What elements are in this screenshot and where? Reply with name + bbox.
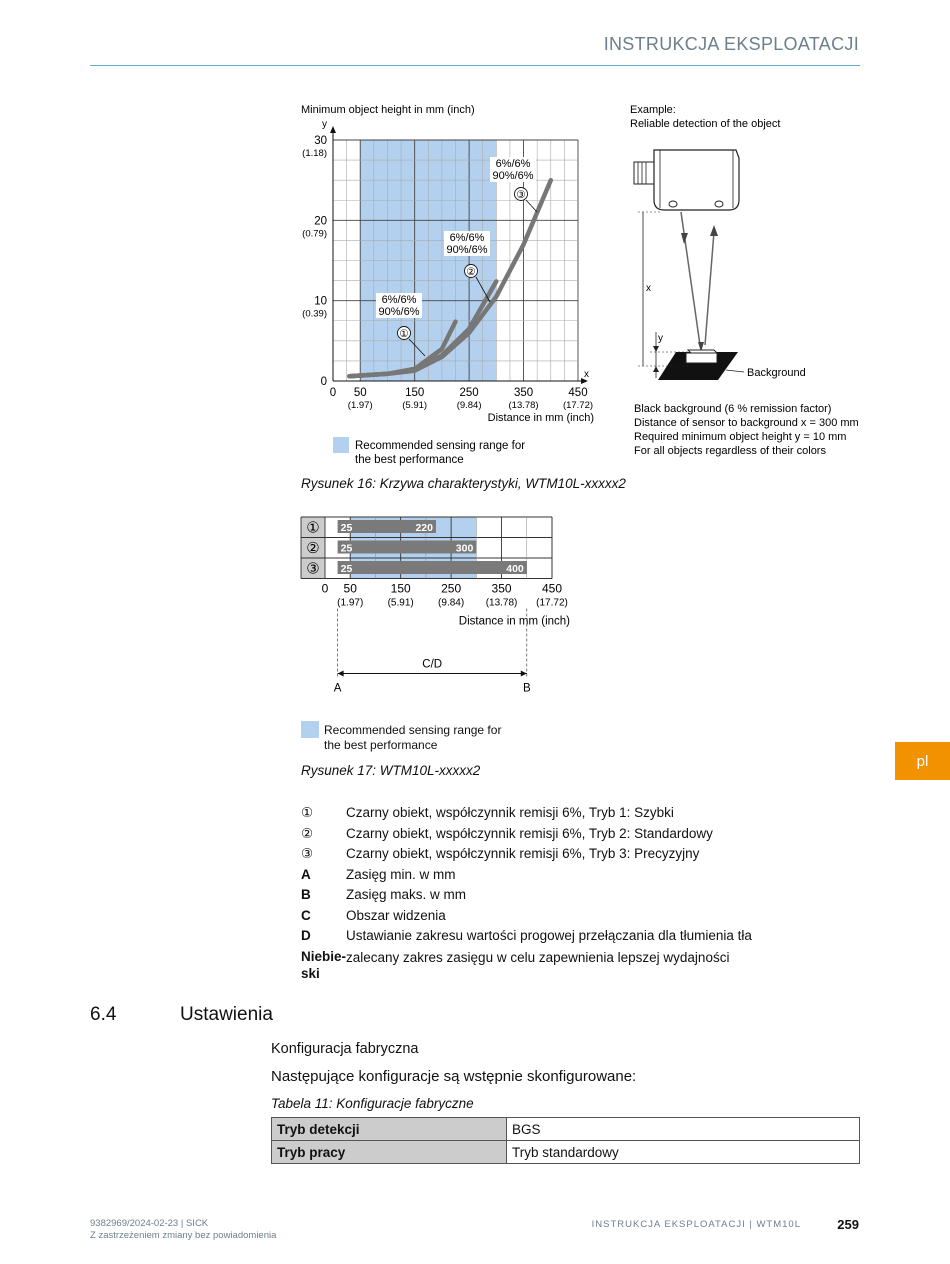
f17-bar-start: 25 — [340, 542, 353, 555]
y-tick-inch-label: (0.39) — [302, 308, 327, 320]
f17-x-tick-inch: (9.84) — [438, 597, 465, 609]
x-tick-label: 150 — [405, 387, 425, 399]
y-axis-arrow — [330, 126, 336, 133]
background-label: Background — [747, 367, 806, 379]
f17-arrowhead-left — [338, 671, 344, 677]
section-number: 6.4 — [90, 1004, 117, 1025]
example-x-label: x — [646, 283, 651, 294]
x-tick-label: 450 — [568, 387, 588, 399]
x-tick-label: 350 — [513, 387, 534, 399]
y-tick-label: 30 — [314, 135, 327, 147]
footer-disclaimer: Z zastrzeżeniem zmiany bez powiadomienia — [90, 1230, 277, 1241]
y-axis-letter: y — [322, 119, 327, 130]
f17-row-marker: ② — [306, 540, 320, 557]
curve-label-line1: 6%/6% — [381, 294, 417, 306]
list-key: C — [301, 907, 311, 923]
f17-x-tick-inch: (17.72) — [536, 597, 568, 609]
f17-bar-end: 400 — [506, 563, 524, 575]
table-caption: Tabela 11: Konfiguracje fabryczne — [271, 1096, 474, 1111]
sensor-illustration — [634, 150, 744, 380]
figure16-caption: Rysunek 16: Krzywa charakterystyki, WTM10L-xxxxx2 — [301, 476, 626, 491]
list-text: Obszar widzenia — [346, 907, 446, 923]
intro-text: Następujące konfiguracje są wstępnie skonfigurowane: — [271, 1068, 637, 1085]
f17-x-tick-label: 50 — [343, 581, 357, 596]
example-subtitle: Reliable detection of the object — [630, 118, 781, 130]
language-tab[interactable]: pl — [895, 742, 950, 780]
example-note-1: Black background (6 % remission factor) — [634, 403, 832, 415]
table-row — [272, 1118, 860, 1141]
figure17-legend-swatch — [301, 721, 319, 738]
y-tick-label: 20 — [314, 215, 327, 228]
f17-point-a: A — [333, 682, 342, 695]
x-tick-label: 50 — [353, 387, 367, 399]
f17-x-tick-inch: (13.78) — [485, 597, 518, 609]
page-number: 259 — [837, 1217, 859, 1232]
example-note-3: Required minimum object height y = 10 mm — [634, 431, 847, 443]
f17-x-tick-label: 150 — [390, 581, 411, 596]
legend-line1: Recommended sensing range for — [355, 440, 526, 452]
list-text: Czarny obiekt, współczynnik remisji 6%, Tryb 3: Precyzyjny — [346, 846, 700, 861]
list-item — [301, 844, 821, 865]
list-item — [301, 906, 821, 927]
example-title: Example: — [630, 104, 676, 116]
key-list — [301, 803, 821, 982]
example-y-label: y — [658, 333, 663, 344]
x-axis-letter: x — [584, 369, 589, 380]
list-item — [301, 948, 821, 982]
y-tick-label: 10 — [314, 295, 327, 308]
f17-arrowhead-right — [521, 671, 527, 677]
factory-config-table — [271, 1117, 860, 1164]
curve-marker-text: ③ — [516, 189, 526, 201]
x-axis-title: Distance in mm (inch) — [487, 412, 594, 424]
f17-x-tick-label: 350 — [491, 581, 512, 596]
legend-swatch — [333, 437, 349, 453]
f17-row-marker: ① — [306, 519, 320, 537]
legend-line2: the best performance — [355, 454, 464, 466]
y-tick-label: 0 — [320, 376, 327, 388]
list-text: zalecany zakres zasięgu w celu zapewnienia lepszej wydajności — [346, 949, 730, 965]
f17-x-tick-label: 0 — [321, 581, 329, 596]
list-item — [301, 824, 821, 845]
f17-dim-label: C/D — [422, 658, 443, 671]
f17-x-tick-inch: (1.97) — [337, 597, 364, 609]
f17-bar-start: 25 — [340, 522, 353, 534]
figure17-legend-text — [324, 723, 501, 753]
table-key: Tryb pracy — [272, 1141, 507, 1164]
f17-bar-end: 300 — [455, 542, 474, 555]
example-note-4: For all objects regardless of their colors — [634, 445, 826, 457]
list-key: D — [301, 928, 311, 943]
list-text: Zasięg min. w mm — [346, 866, 456, 882]
x-tick-inch-label: (1.97) — [347, 400, 373, 411]
f17-x-tick-label: 450 — [541, 581, 563, 596]
curve-label-leader — [526, 200, 537, 212]
figure17-legend-line1: Recommended sensing range for — [324, 723, 502, 737]
f17-bar-end: 220 — [415, 522, 433, 534]
list-item — [301, 803, 821, 824]
curve-marker-text: ② — [466, 266, 476, 278]
example-note-2: Distance of sensor to background x = 300 mm — [634, 417, 859, 429]
y-axis-title: Minimum object height in mm (inch) — [301, 104, 475, 116]
y-tick-inch-label: (1.18) — [302, 148, 327, 159]
footer-doc-title: INSTRUKCJA EKSPLOATACJI | WTM10L — [591, 1219, 801, 1230]
f17-range-bar — [338, 561, 527, 574]
list-key: ① — [301, 805, 314, 820]
list-text: Ustawianie zakresu wartości progowej przełączania dla tłumienia tła — [346, 928, 752, 943]
curve-label-line2: 90%/6% — [378, 306, 420, 318]
list-text: Czarny obiekt, współczynnik remisji 6%, Tryb 1: Szybki — [346, 805, 674, 820]
f17-x-tick-inch: (5.91) — [387, 597, 414, 609]
table-value: BGS — [507, 1118, 860, 1141]
footer-left — [90, 1218, 276, 1242]
list-item — [301, 885, 821, 906]
table-row — [272, 1141, 860, 1164]
f17-point-b: B — [522, 682, 531, 695]
table-key: Tryb detekcji — [272, 1118, 507, 1141]
curve-label-line1: 6%/6% — [495, 158, 531, 170]
curve-label-line1: 6%/6% — [449, 232, 485, 244]
x-tick-label: 250 — [459, 387, 479, 399]
footer-doc-id: 9382969/2024-02-23 | SICK — [90, 1218, 209, 1229]
f17-x-tick-label: 250 — [441, 581, 462, 596]
list-text: Czarny obiekt, współczynnik remisji 6%, Tryb 2: Standardowy — [346, 825, 713, 841]
figure17-chart — [301, 517, 570, 695]
figure17-caption: Rysunek 17: WTM10L-xxxxx2 — [301, 763, 481, 778]
list-key: Niebie-ski — [301, 948, 347, 981]
curve-marker-text: ① — [399, 328, 409, 340]
y-tick-inch-label: (0.79) — [302, 228, 327, 240]
x-tick-inch-label: (5.91) — [402, 400, 428, 411]
header-title: INSTRUKCJA EKSPLOATACJI — [603, 34, 859, 54]
list-text: Zasięg maks. w mm — [346, 887, 467, 902]
curve-label-line2: 90%/6% — [446, 244, 488, 256]
x-tick-inch-label: (9.84) — [456, 400, 482, 411]
list-key: A — [301, 866, 311, 882]
f17-row-marker: ③ — [306, 560, 320, 578]
section-title: Ustawienia — [180, 1004, 273, 1025]
list-key: B — [301, 887, 311, 902]
list-key: ② — [301, 825, 314, 841]
figure17-legend-line2: the best performance — [324, 738, 438, 752]
f17-x-title: Distance in mm (inch) — [458, 615, 570, 628]
f17-bar-start: 25 — [340, 563, 353, 575]
x-tick-inch-label: (13.78) — [508, 400, 539, 411]
list-item — [301, 865, 821, 886]
table-value: Tryb standardowy — [507, 1141, 860, 1164]
list-key: ③ — [301, 846, 314, 861]
list-item — [301, 926, 821, 947]
x-tick-label: 0 — [329, 387, 337, 399]
subheading: Konfiguracja fabryczna — [271, 1041, 419, 1057]
x-tick-inch-label: (17.72) — [562, 400, 594, 411]
curve-label-line2: 90%/6% — [492, 170, 534, 182]
